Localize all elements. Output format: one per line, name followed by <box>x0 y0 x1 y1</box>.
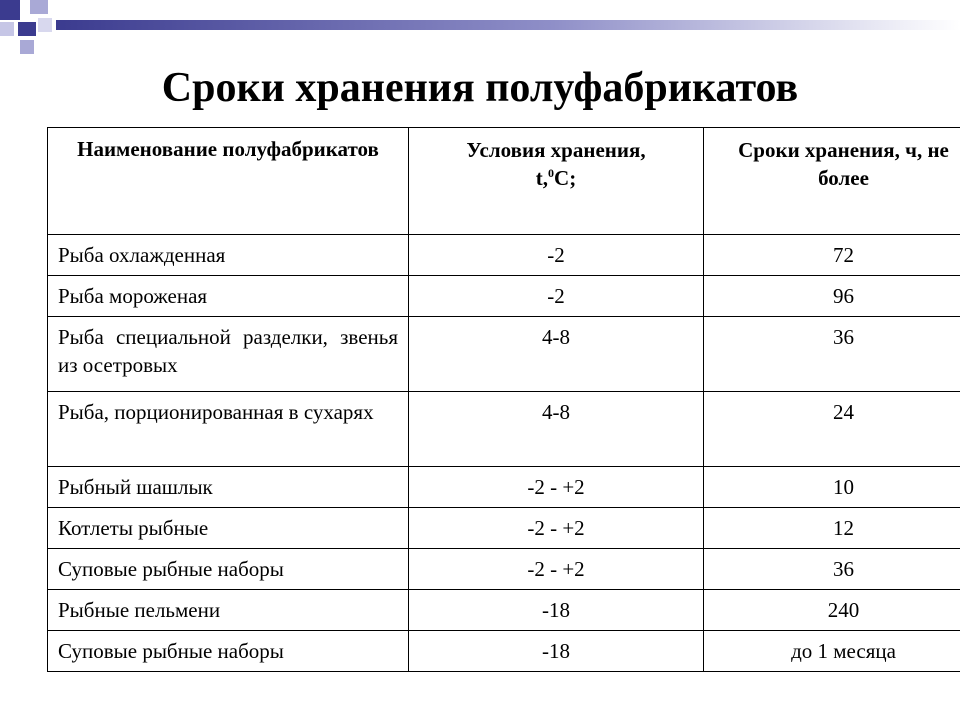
storage-table <box>47 127 960 672</box>
table-row <box>48 590 960 631</box>
deco-square <box>0 22 14 36</box>
cell-term: 24 <box>704 392 960 467</box>
cell-term: 12 <box>704 508 960 549</box>
deco-square <box>20 40 34 54</box>
table-row <box>48 392 960 467</box>
cell-name: Рыба, порционированная в сухарях <box>48 392 409 467</box>
table-row <box>48 317 960 392</box>
deco-square <box>30 0 48 14</box>
header-name: Наименование полуфабрикатов <box>48 128 409 235</box>
table-row <box>48 508 960 549</box>
cell-temp: -2 - +2 <box>409 508 704 549</box>
header-temp-c: C; <box>554 166 577 190</box>
cell-term: 240 <box>704 590 960 631</box>
cell-temp: -2 - +2 <box>409 467 704 508</box>
header-temp <box>409 128 704 235</box>
cell-temp: 4-8 <box>409 317 704 392</box>
cell-name: Рыба мороженая <box>48 276 409 317</box>
cell-name: Суповые рыбные наборы <box>48 631 409 672</box>
table-row <box>48 235 960 276</box>
cell-term: 72 <box>704 235 960 276</box>
cell-temp: -18 <box>409 590 704 631</box>
table-row <box>48 631 960 672</box>
cell-name: Рыбные пельмени <box>48 590 409 631</box>
header-term: Сроки хранения, ч, не более <box>704 128 960 235</box>
cell-temp: -18 <box>409 631 704 672</box>
table-header-row <box>48 128 960 235</box>
cell-name: Котлеты рыбные <box>48 508 409 549</box>
deco-square <box>18 22 36 36</box>
cell-term: 36 <box>704 317 960 392</box>
deco-square <box>38 18 52 32</box>
page-title: Сроки хранения полуфабрикатов <box>161 65 799 111</box>
header-decoration <box>0 0 960 60</box>
header-temp-label: Условия хранения, <box>466 138 646 162</box>
cell-term: до 1 месяца <box>704 631 960 672</box>
cell-name: Рыба специальной разделки, звенья из осетровых <box>48 317 409 392</box>
cell-term: 96 <box>704 276 960 317</box>
cell-temp: -2 <box>409 276 704 317</box>
deco-square <box>0 0 20 20</box>
table-row <box>48 549 960 590</box>
deco-gradient-bar <box>56 20 960 30</box>
cell-name: Суповые рыбные наборы <box>48 549 409 590</box>
cell-temp: 4-8 <box>409 392 704 467</box>
table-row <box>48 467 960 508</box>
cell-name: Рыба охлажденная <box>48 235 409 276</box>
cell-term: 36 <box>704 549 960 590</box>
cell-term: 10 <box>704 467 960 508</box>
cell-temp: -2 - +2 <box>409 549 704 590</box>
header-temp-degree: 0 <box>548 166 555 180</box>
cell-name: Рыбный шашлык <box>48 467 409 508</box>
cell-temp: -2 <box>409 235 704 276</box>
table-row <box>48 276 960 317</box>
header-temp-t: t, <box>535 166 549 190</box>
